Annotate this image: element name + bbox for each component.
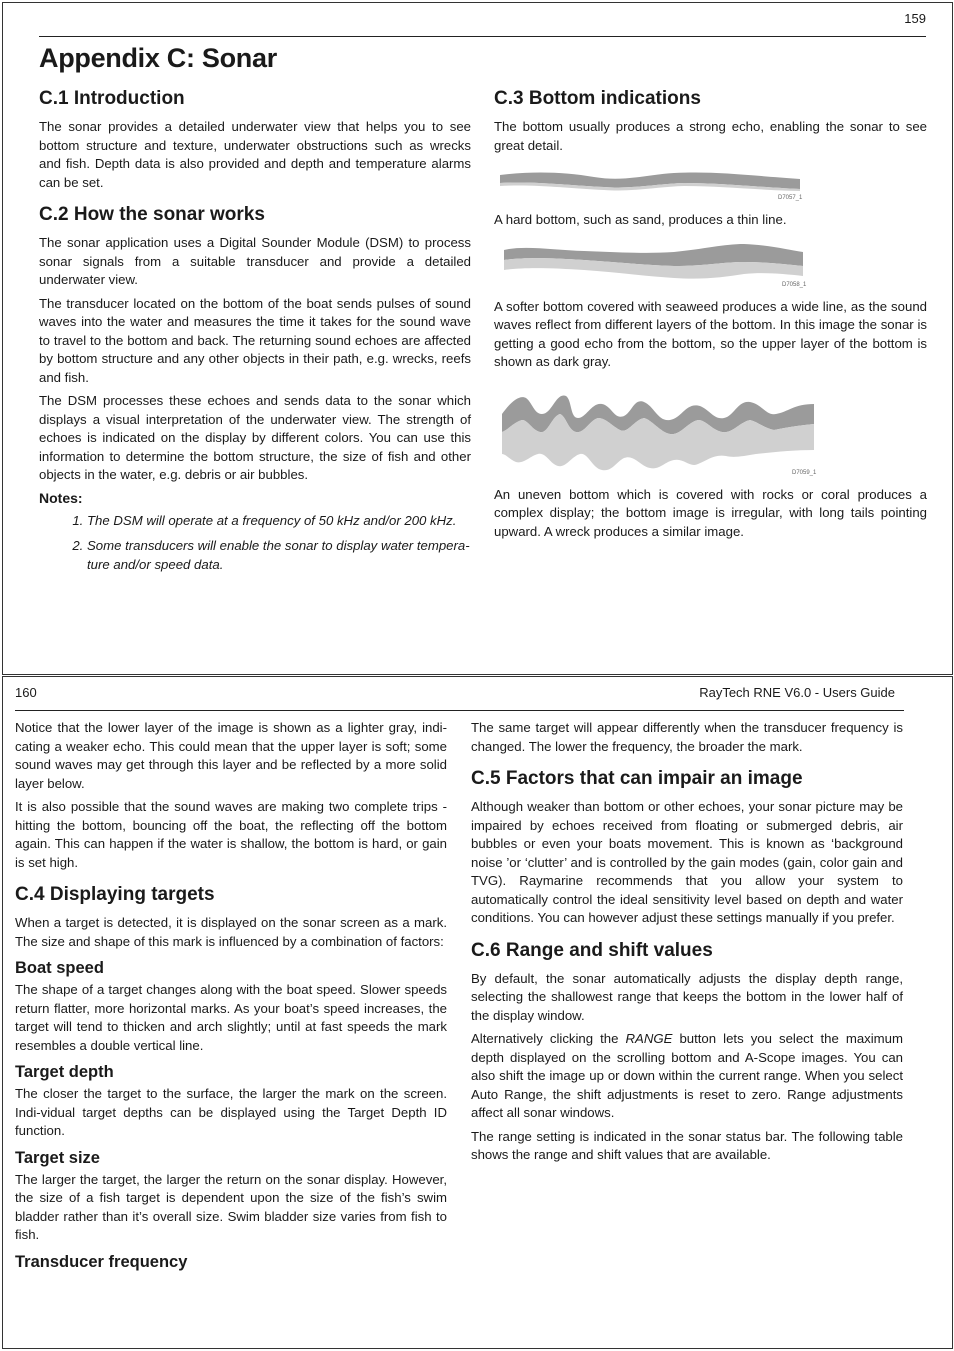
section-c1-heading: C.1 Introduction xyxy=(39,88,185,109)
note-item: 1. The DSM will operate at a frequency of 50 kHz and/or 200 kHz. xyxy=(87,512,471,531)
c6-p2-pre: Alternatively clicking the xyxy=(471,1031,626,1046)
fig2-caption: A softer bottom covered with seaweed produces a wide line, as the sound waves reflect from different layers of the bottom. In this image the sonar is getting a good echo from the bottom, so the upper layer of the bottom is shown as dark gray. xyxy=(494,298,927,369)
left-column xyxy=(39,88,471,581)
figure-label: D7058_1 xyxy=(782,281,807,288)
c2-paragraph-2: The transducer located on the bottom of the boat sends pulses of sound waves into the water and measures the time it takes for the sound wave to travel to the bottom and back. The returning sound echoes are affected by bottom structure and any other objects in their path, e.g. wrecks, reefs and fish. xyxy=(39,295,471,385)
fig3-caption: An uneven bottom which is covered with rocks or coral produces a complex display; the bottom image is irregular, with long tails pointing upward. A wreck produces a similar image. xyxy=(494,486,927,539)
c3-intro: The bottom usually produces a strong echo, enabling the sonar to see great detail. xyxy=(494,119,927,153)
c6-paragraph-1: By default, the sonar automatically adjusts the display depth range, selecting the shallowest range that keeps the bottom in the lower half of the display window. xyxy=(471,970,903,1023)
figure-label: D7059_1 xyxy=(792,469,817,476)
uneven-bottom-sonar-image xyxy=(494,384,820,476)
target-size-text: The larger the target, the larger the return on the sonar display. However, the size of a fish target is dependent upon the size of the fish’s swim bladder rather than it’s overall size. Swim bladder size varies from fish to fish. xyxy=(15,1171,447,1242)
notes-heading: Notes: xyxy=(39,489,83,506)
notes-list xyxy=(39,512,471,575)
right-column xyxy=(494,88,927,546)
layer-paragraph: Notice that the lower layer of the image is shown as a lighter gray, indi-cating a weaker echo. This could mean that the upper layer is soft; some sound waves may get through this layer and be reflected by a more solid layer below. xyxy=(15,720,447,791)
left-column xyxy=(15,719,447,1275)
page-160 xyxy=(2,676,953,1349)
target-size-heading: Target size xyxy=(15,1148,100,1167)
right-column xyxy=(471,719,903,1170)
section-c4-heading: C.4 Displaying targets xyxy=(15,884,215,905)
section-c6-heading: C.6 Range and shift values xyxy=(471,939,713,961)
c6-p2-post: button lets you select the maximum depth displayed on the scrolling bottom and A-Scope images. You can also shift the image up or down within the current range. When you select Auto Range, the shift adjustments is reset to zero. Range adjustments affect all sonar windows. xyxy=(471,1031,903,1120)
guide-title: RayTech RNE V6.0 - Users Guide xyxy=(699,685,895,700)
range-button-reference: RANGE xyxy=(625,1031,673,1046)
section-c3-heading: C.3 Bottom indications xyxy=(494,88,701,109)
hard-bottom-sonar-image xyxy=(494,167,804,201)
c1-text: The sonar provides a detailed underwater view that helps you to see bottom structure and texture, underwater obstructions such as wrecks and fish. Depth data is also provided and depth and temperature alarms can be set. xyxy=(39,119,471,190)
c4-text: When a target is detected, it is displayed on the sonar screen as a mark. The size and shape of this mark is influenced by a combination of factors: xyxy=(15,915,447,949)
section-c5-heading: C.5 Factors that can impair an image xyxy=(471,768,803,789)
c2-paragraph-3: The DSM processes these echoes and sends data to the sonar which displays a visual interpretation of the underwater view. The strength of echoes is indicated on the display by different colors. You can use this information to determine the bottom structure, the size of fish and other objects in the water, e.g. debris or air bubbles. xyxy=(39,393,471,482)
section-c2-heading: C.2 How the sonar works xyxy=(39,204,265,225)
header-rule xyxy=(15,710,904,711)
target-depth-text: The closer the target to the surface, the larger the mark on the screen. Indi-vidual target depths can be displayed using the Target Depth ID function. xyxy=(15,1086,447,1138)
c5-text: Although weaker than bottom or other echoes, your sonar picture may be impaired by echoes received from floating or submerged debris, air bubbles or even your boats movement. This is known as ‘background noise ’or ‘clutter’ and is controlled by the gain modes (gain, color gain and TVG). Raymarine recommends that you allow your system to automatically control the ideal sensitivity level based on depth and water conditions. You can however adjust these settings manually if you prefer. xyxy=(471,799,903,925)
c6-paragraph-3: The range setting is indicated in the sonar status bar. The following table shows the range and shift values that are available. xyxy=(471,1128,903,1162)
c6-paragraph-2 xyxy=(471,1030,903,1123)
note-item: 2. Some transducers will enable the sonar to display water tempera-ture and/or speed data. xyxy=(87,537,471,574)
header-rule xyxy=(39,36,926,37)
boat-speed-heading: Boat speed xyxy=(15,959,104,977)
figure-label: D7057_1 xyxy=(778,195,803,201)
page-number: 160 xyxy=(15,685,37,700)
page-159 xyxy=(2,2,953,675)
soft-bottom-sonar-image xyxy=(494,242,808,288)
frequency-paragraph: The same target will appear differently when the transducer frequency is changed. The lower the frequency, the broader the mark. xyxy=(471,720,903,754)
c2-paragraph-1: The sonar application uses a Digital Sounder Module (DSM) to process sonar signals from a suitable transducer and provide a detailed underwater view. xyxy=(39,235,471,287)
trips-paragraph: It is also possible that the sound waves are making two complete trips - hitting the bottom, bouncing off the boat, the reflecting off the bottom again. This can happen if the water is shallow, the bottom is hard, or gain is set high. xyxy=(15,799,447,870)
target-depth-heading: Target depth xyxy=(15,1063,114,1081)
boat-speed-text: The shape of a target changes along with the boat speed. Slower speeds return flatter, more horizontal marks. As your boat’s speed increases, the target will tend to thicken and arch slightly; until at fast speeds the mark resembles a double vertical line. xyxy=(15,982,447,1053)
page-title: Appendix C: Sonar xyxy=(39,43,277,73)
page-number: 159 xyxy=(904,11,926,26)
transducer-frequency-heading: Transducer frequency xyxy=(15,1252,188,1271)
fig1-caption: A hard bottom, such as sand, produces a thin line. xyxy=(494,212,787,227)
